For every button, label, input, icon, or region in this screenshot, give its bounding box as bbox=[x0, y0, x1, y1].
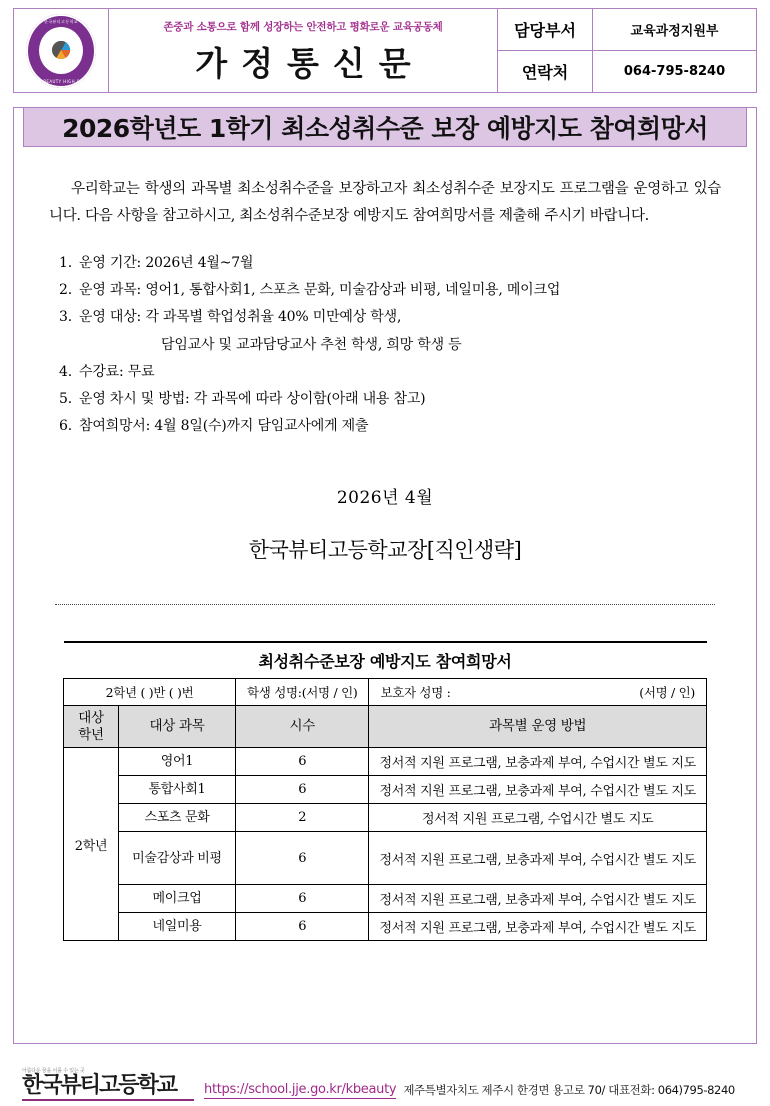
row-hours: 6 bbox=[236, 913, 369, 941]
table-header-row bbox=[64, 705, 707, 748]
list-item-text: 운영 대상: 각 과목별 학업성취율 40% 미만예상 학생, bbox=[79, 309, 402, 326]
form-title-row bbox=[64, 642, 707, 679]
row-method: 정서적 지원 프로그램, 보충과제 부여, 수업시간 별도 지도 bbox=[369, 776, 707, 804]
row-method: 정서적 지원 프로그램, 보충과제 부여, 수업시간 별도 지도 bbox=[369, 885, 707, 913]
table-row bbox=[64, 748, 707, 776]
signature-date: 2026년 4월 bbox=[336, 487, 434, 508]
signature-school: 한국뷰티고등학교장[직인생략] bbox=[248, 537, 522, 562]
list-item-subtext: 담임교사 및 교과담당교사 추천 학생, 희망 학생 등 bbox=[161, 336, 462, 353]
row-hours: 6 bbox=[236, 776, 369, 804]
meta-value-contact: 064-795-8240 bbox=[623, 64, 726, 79]
footer-website-link[interactable]: https://school.jje.go.kr/kbeauty bbox=[204, 1082, 397, 1097]
table-row bbox=[64, 913, 707, 941]
row-hours: 6 bbox=[236, 832, 369, 885]
table-row bbox=[64, 776, 707, 804]
student-signature-hint: (서명 / 인) bbox=[301, 684, 358, 700]
list-item-text: 운영 기간: 2026년 4월~7월 bbox=[79, 254, 254, 271]
row-subject: 메이크업 bbox=[119, 885, 236, 913]
column-header-subject: 대상 과목 bbox=[119, 705, 236, 748]
list-item-text: 운영 과목: 영어1, 통합사회1, 스포츠 문화, 미술감상과 비평, 네일미용, 메이크업 bbox=[79, 281, 561, 298]
row-method: 정서적 지원 프로그램, 보충과제 부여, 수업시간 별도 지도 bbox=[369, 913, 707, 941]
list-item-number: 6. bbox=[59, 418, 72, 435]
form-identity-row bbox=[64, 678, 707, 705]
school-motto: 존중과 소통으로 함께 성장하는 안전하고 평화로운 교육공동체 bbox=[163, 20, 443, 33]
cut-line-divider bbox=[55, 604, 715, 605]
list-item bbox=[59, 304, 721, 331]
meta-value-department: 교육과정지원부 bbox=[630, 24, 719, 39]
table-row bbox=[64, 885, 707, 913]
row-subject: 영어1 bbox=[119, 748, 236, 776]
list-item bbox=[59, 277, 721, 304]
list-item-continuation bbox=[59, 332, 721, 359]
meta-label-department: 담당부서 bbox=[498, 9, 593, 50]
student-name-label: 학생 성명: bbox=[247, 684, 302, 700]
list-item-number: 4. bbox=[59, 363, 72, 380]
application-form-table bbox=[63, 641, 707, 942]
guardian-name-label: 보호자 성명 : bbox=[380, 684, 451, 700]
list-item-number: 3. bbox=[59, 309, 72, 326]
table-row bbox=[64, 832, 707, 885]
emblem-bottom-text: KOREA BEAUTY HIGH SCHOOL bbox=[26, 78, 96, 84]
application-form bbox=[63, 641, 707, 942]
grade-span-cell: 2학년 bbox=[64, 748, 119, 941]
meta-row-contact bbox=[498, 51, 756, 92]
document-title-banner bbox=[23, 107, 747, 147]
document-content bbox=[13, 148, 757, 941]
header-meta-table bbox=[498, 9, 756, 92]
row-subject: 미술감상과 비평 bbox=[119, 832, 236, 885]
guardian-signature-hint: (서명 / 인) bbox=[639, 684, 695, 700]
emblem-top-text: 한국뷰티고등학교 bbox=[43, 18, 79, 24]
list-item bbox=[59, 250, 721, 277]
footer-tagline: 아름다운 꿈을 이룰 수 있는 곳 bbox=[22, 1068, 85, 1074]
list-item-number: 2. bbox=[59, 281, 72, 298]
table-row bbox=[64, 804, 707, 832]
footer-brand bbox=[22, 1067, 194, 1101]
row-subject: 스포츠 문화 bbox=[119, 804, 236, 832]
row-subject: 통합사회1 bbox=[119, 776, 236, 804]
document-type-title: 가정통신문 bbox=[195, 43, 425, 83]
meta-row-department bbox=[498, 9, 756, 51]
list-item bbox=[59, 386, 721, 413]
column-header-grade bbox=[64, 705, 119, 748]
row-method: 정서적 지원 프로그램, 수업시간 별도 지도 bbox=[369, 804, 707, 832]
row-subject: 네일미용 bbox=[119, 913, 236, 941]
school-emblem-cell bbox=[14, 9, 109, 92]
list-item-text: 운영 차시 및 방법: 각 과목에 따라 상이함(아래 내용 참고) bbox=[79, 391, 426, 408]
list-item-number: 1. bbox=[59, 254, 72, 271]
list-item bbox=[59, 413, 721, 440]
document-title: 2026학년도 1학기 최소성취수준 보장 예방지도 참여희망서 bbox=[62, 114, 708, 143]
class-number-field[interactable]: 2학년 ( )반 ( )번 bbox=[64, 678, 236, 705]
row-hours: 2 bbox=[236, 804, 369, 832]
header-title-cell bbox=[109, 9, 498, 92]
column-header-grade-line2: 학년 bbox=[78, 726, 104, 743]
emblem-pinwheel-icon bbox=[39, 27, 83, 74]
row-method: 정서적 지원 프로그램, 보충과제 부여, 수업시간 별도 지도 bbox=[369, 748, 707, 776]
footer-accent-bar bbox=[22, 1099, 194, 1101]
student-name-field[interactable] bbox=[236, 678, 369, 705]
document-footer bbox=[0, 1058, 770, 1106]
meta-label-contact: 연락처 bbox=[498, 51, 593, 92]
info-list bbox=[59, 250, 721, 441]
list-item-text: 수강료: 무료 bbox=[79, 363, 155, 380]
form-title: 최성취수준보장 예방지도 참여희망서 bbox=[64, 642, 707, 679]
list-item-number: 5. bbox=[59, 391, 72, 408]
footer-school-name: 한국뷰티고등학교 bbox=[22, 1073, 177, 1098]
list-item bbox=[59, 359, 721, 386]
intro-paragraph: 우리학교는 학생의 과목별 최소성취수준을 보장하고자 최소성취수준 보장지도 프로그램을 운영하고 있습니다. 다음 사항을 참고하시고, 최소성취수준보장 예방지도 참여희망서를 제출해 주시기 바랍니다. bbox=[49, 181, 721, 224]
footer-address: 제주특별자치도 제주시 한경면 용고로 70/ 대표전화: 064)795-8240 bbox=[403, 1083, 735, 1097]
column-header-grade-line1: 대상 bbox=[78, 709, 104, 726]
row-hours: 6 bbox=[236, 748, 369, 776]
column-header-method: 과목별 운영 방법 bbox=[369, 705, 707, 748]
guardian-name-field[interactable] bbox=[369, 678, 707, 705]
row-hours: 6 bbox=[236, 885, 369, 913]
document-header bbox=[13, 8, 757, 93]
column-header-hours: 시수 bbox=[236, 705, 369, 748]
row-method: 정서적 지원 프로그램, 보충과제 부여, 수업시간 별도 지도 bbox=[369, 832, 707, 885]
list-item-text: 참여희망서: 4월 8일(수)까지 담임교사에게 제출 bbox=[79, 418, 369, 435]
school-emblem-icon bbox=[26, 14, 96, 88]
